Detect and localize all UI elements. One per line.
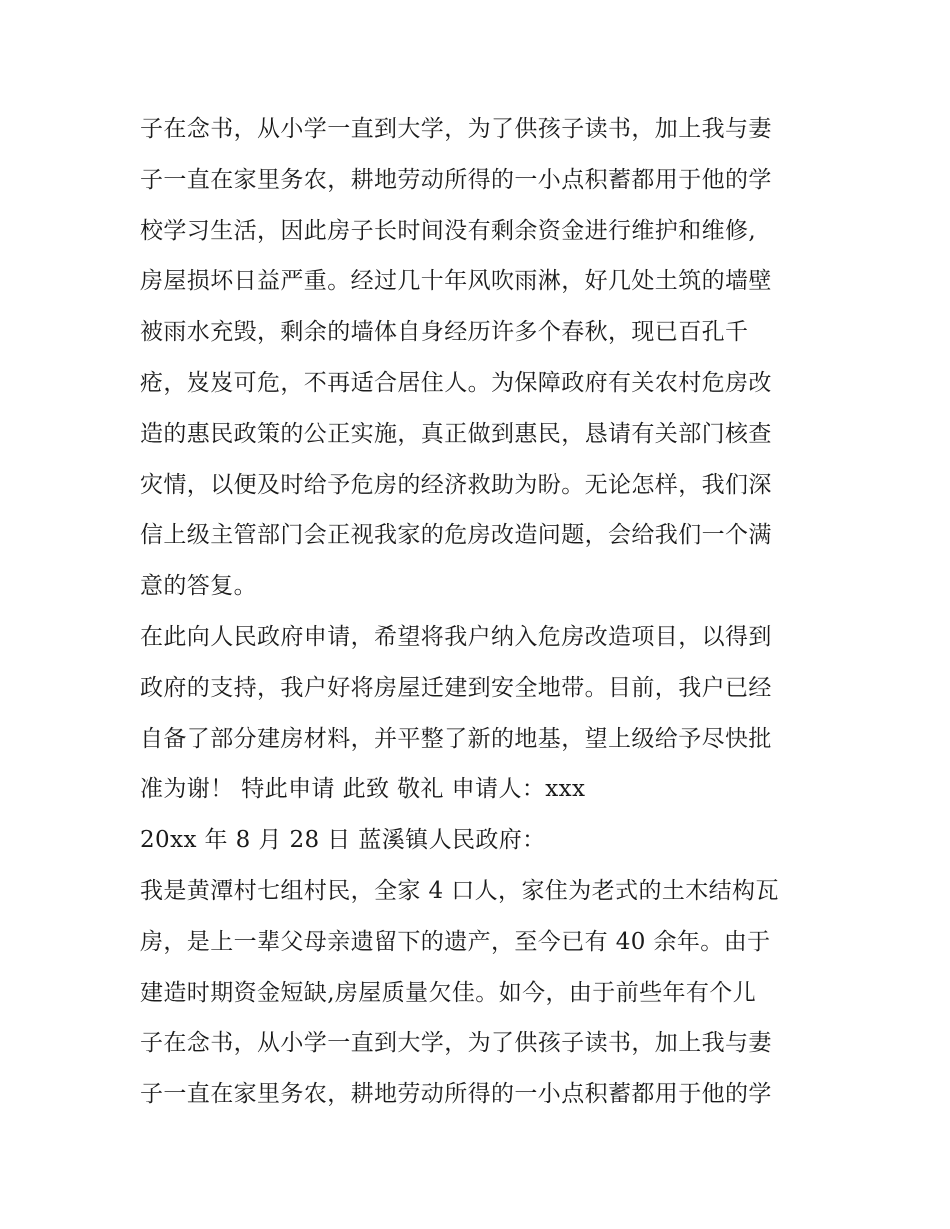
- text-line: 自备了部分建房材料，并平整了新的地基，望上级给予尽快批: [140, 725, 772, 752]
- text-line: 子一直在家里务农，耕地劳动所得的一小点积蓄都用于他的学: [140, 1081, 772, 1108]
- text-line: 我是黄潭村七组村民，全家 4 口人，家住为老式的土木结构瓦: [140, 877, 779, 904]
- text-line: 建造时期资金短缺,房屋质量欠佳。如今，由于前些年有个儿: [140, 979, 757, 1006]
- text-line: 灾情，以便及时给予危房的经济救助为盼。无论怎样，我们深: [140, 471, 772, 498]
- text-line: 校学习生活，因此房子长时间没有剩余资金进行维护和维修,: [140, 217, 757, 244]
- text-line: 子在念书，从小学一直到大学，为了供孩子读书，加上我与妻: [140, 116, 772, 142]
- date-line: 20xx 年 8 月 28 日 蓝溪镇人民政府：: [140, 827, 546, 854]
- text-line: 造的惠民政策的公正实施，真正做到惠民，恳请有关部门核查: [140, 420, 772, 447]
- text-line: 疮，岌岌可危，不再适合居住人。为保障政府有关农村危房改: [140, 369, 772, 396]
- text-line: 准为谢！ 特此申请 此致 敬礼 申请人：xxx: [140, 776, 586, 803]
- document-body: [140, 104, 820, 1120]
- text-line: 信上级主管部门会正视我家的危房改造问题，会给我们一个满: [140, 522, 772, 549]
- text-line: 子一直在家里务农，耕地劳动所得的一小点积蓄都用于他的学: [140, 166, 772, 193]
- text-line: 被雨水充毁，剩余的墙体自身经历许多个春秋，现已百孔千: [140, 319, 749, 346]
- text-line: 子在念书，从小学一直到大学，为了供孩子读书，加上我与妻: [140, 1030, 772, 1057]
- text-line: 在此向人民政府申请，希望将我户纳入危房改造项目，以得到: [140, 623, 772, 650]
- text-line: 房屋损坏日益严重。经过几十年风吹雨淋，好几处土筑的墙壁: [140, 268, 772, 295]
- text-line: 意的答复。: [140, 573, 257, 600]
- text-line: 房，是上一辈父母亲遗留下的遗产，至今已有 40 余年。由于: [140, 928, 771, 955]
- text-line: 政府的支持，我户好将房屋迁建到安全地带。目前，我户已经: [140, 674, 772, 701]
